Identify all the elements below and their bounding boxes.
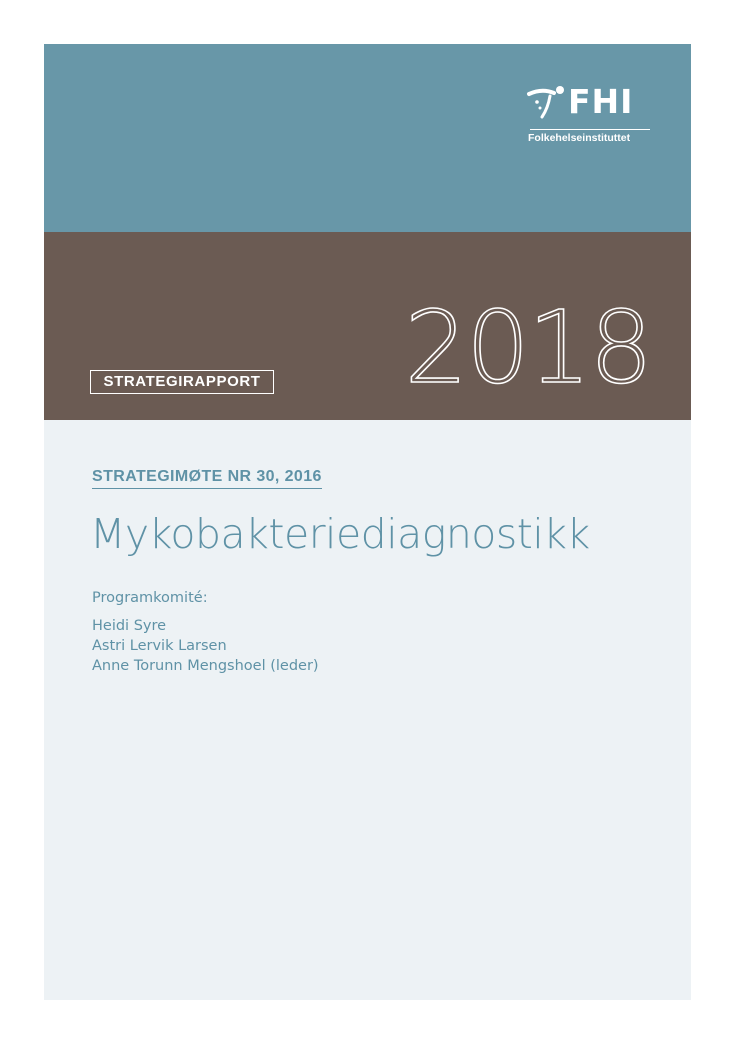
committee-label: Programkomité: xyxy=(92,590,208,606)
fhi-figure-icon xyxy=(526,84,566,120)
committee-member: Heidi Syre xyxy=(92,618,167,634)
committee-member: Anne Torunn Mengshoel (leder) xyxy=(92,658,319,674)
report-year: 2018 xyxy=(404,289,651,406)
logo-divider xyxy=(530,129,650,130)
report-title: Mykobakteriediagnostikk xyxy=(90,510,590,558)
report-type-label: STRATEGIRAPPORT xyxy=(90,370,274,394)
committee-member: Astri Lervik Larsen xyxy=(92,638,227,654)
committee-member-list xyxy=(92,616,319,676)
cover-page xyxy=(44,44,691,1000)
fhi-logo xyxy=(524,82,664,152)
meeting-heading: STRATEGIMØTE NR 30, 2016 xyxy=(92,468,322,489)
logo-institute-name: Folkehelseinstituttet xyxy=(528,132,631,144)
logo-wordmark: FHI xyxy=(568,82,634,121)
bottom-content-area xyxy=(44,420,691,1000)
